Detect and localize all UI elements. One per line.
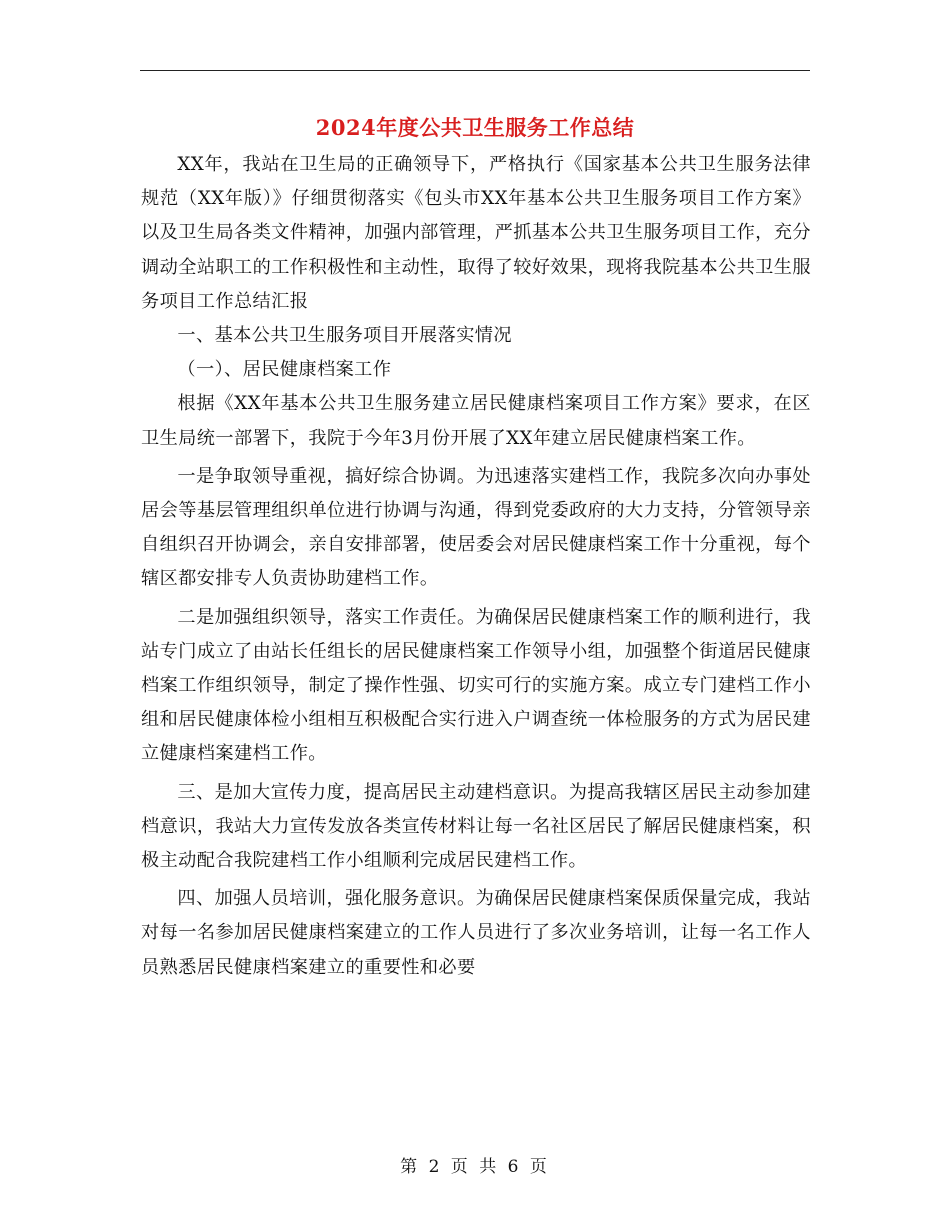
intro-paragraph: XX年，我站在卫生局的正确领导下，严格执行《国家基本公共卫生服务法律规范（XX年版）》仔细贯彻落实《包头市XX年基本公共卫生服务项目工作方案》以及卫生局各类文件精神，加强内部管理，严抓基本公共卫生服务项目工作，充分调动全站职工的工作积极性和主动性，取得了较好效果，现将我院基本公共卫生服务项目工作总结汇报 <box>141 154 811 312</box>
header-rule <box>140 70 810 71</box>
body-paragraph: 根据《XX年基本公共卫生服务建立居民健康档案项目工作方案》要求，在区卫生局统一部署下，我院于今年3月份开展了XX年建立居民健康档案工作。 <box>141 393 811 449</box>
page-number-footer: 第 2 页 共 6 页 <box>400 1157 550 1177</box>
document-body <box>141 148 811 985</box>
body-paragraph: 四、加强人员培训，强化服务意识。为确保居民健康档案保质保量完成，我站对每一名参加居民健康档案建立的工作人员进行了多次业务培训，让每一名工作人员熟悉居民健康档案建立的重要性和必要 <box>141 888 811 978</box>
body-paragraph: 三、是加大宣传力度，提高居民主动建档意识。为提高我辖区居民主动参加建档意识，我站大力宣传发放各类宣传材料让每一名社区居民了解居民健康档案，积极主动配合我院建档工作小组顺利完成居民建档工作。 <box>141 781 811 872</box>
section-heading: 一、基本公共卫生服务项目开展落实情况 <box>177 325 512 347</box>
body-paragraph: 二是加强组织领导，落实工作责任。为确保居民健康档案工作的顺利进行，我站专门成立了由站长任组长的居民健康档案工作领导小组，加强整个街道居民健康档案工作组织领导，制定了操作性强、切实可行的实施方案。成立专门建档工作小组和居民健康体检小组相互积极配合实行进入户调查统一体检服务的方式为居民建立健康档案建档工作。 <box>141 606 811 765</box>
subsection-heading: （一）、居民健康档案工作 <box>177 359 392 381</box>
document-title: 2024年度公共卫生服务工作总结 <box>315 115 635 140</box>
body-paragraph: 一是争取领导重视，搞好综合协调。为迅速落实建档工作，我院多次向办事处 居会等基层管理组织单位进行协调与沟通，得到党委政府的大力支持，分管领导亲自组织召开协调会，亲自安排部署，使居委会对居民健康档案工作十分重视，每个辖区都安排专人负责协助建档工作。 <box>141 465 811 590</box>
